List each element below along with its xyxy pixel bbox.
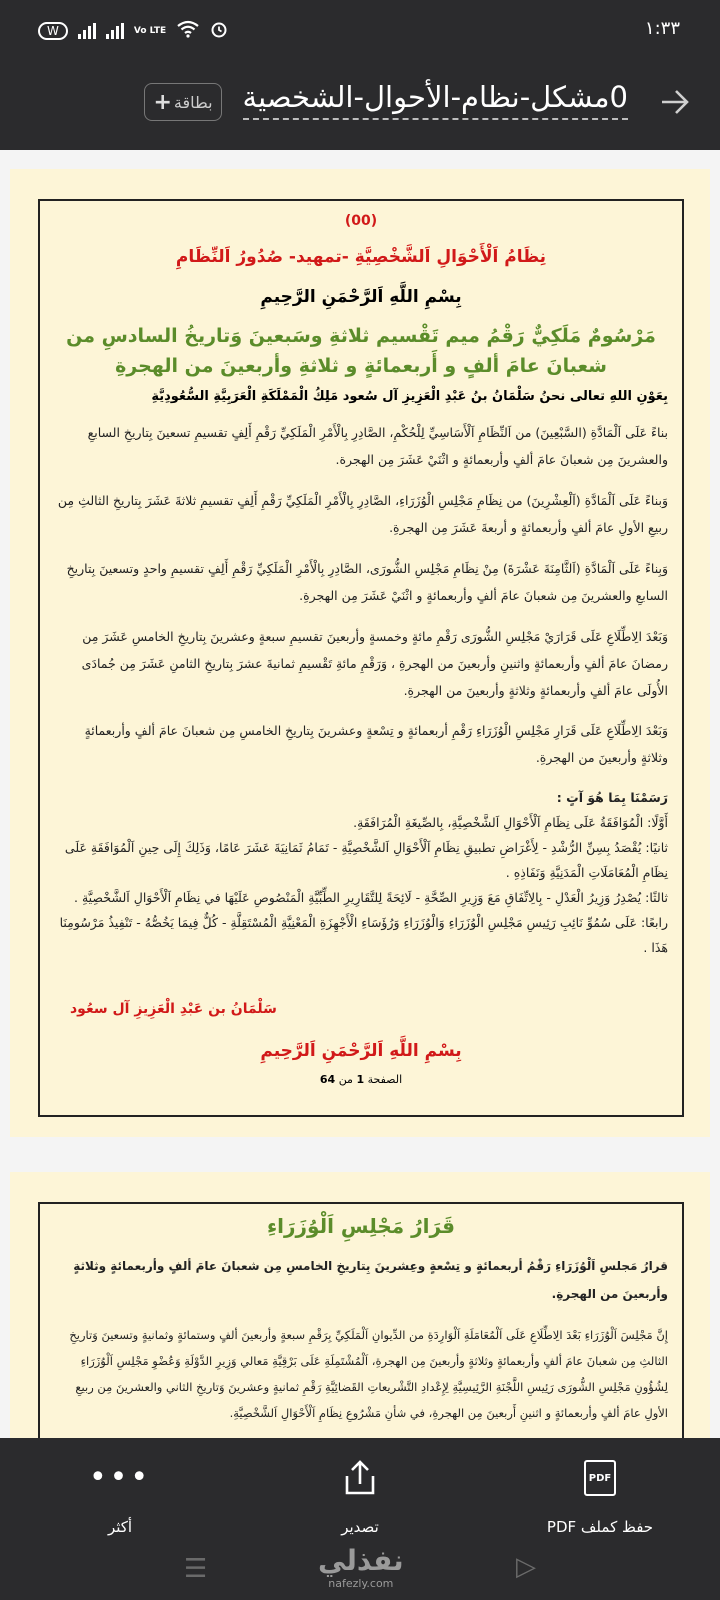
back-arrow-icon[interactable] [660,84,690,124]
council-decision-body: إِنَّ مَجْلِسَ اَلْوُزَرَاءِ بَعْدَ الِاطِّلَاعِ عَلَى اَلْمُعَامَلَةِ اَلْوَارِدَةِ من الدِّيوانِ اَلْمَلَكِيِّ بِرَقْمِ سبعةٍ وأربعينَ ألفٍ وستمائةٍ وثمانيةٍ وتسعينَ وَتاريخِ الثالثِ مِن شعبانَ عامَ ألفٍ وأربعمائةٍ وثلاثةٍ وأربعينَ مِن الهجرةِ، اَلْمُشْتَمِلَةِ عَلَى بَرْقِيَّةِ مَعالي وَزِيرِ الدَّوْلَةِ وَعُضْوِ مَجْلِسِ اَلْوُزَرَاءِ لِشُؤُونِ مَجْلِسِ الشُّورَى رَئِيسِ اللَّجْنَةِ الرَّئِيسِيَّةِ لِإِعْدادِ التَّشْريعاتِ القَضائِيَّةِ رَقْمِ ثمانيةٍ وعشرينَ وَتاريخِ الثاني والعشرينَ مِن ربيعِ الأولِ عامَ ألفٍ وأربعمائةٍ و اثنينِ أَربعينَ مِن الهجرةِ، في شأنِ مَشْرُوعِ نِظَامِ اَلْأَحْوَالِ اَلشَّخْصِيَّةِ. [69,1328,668,1420]
plus-icon: + [153,89,172,115]
decree-article-4: رابعًا: عَلَى سُمُوِّ نَائِبِ رَئِيسِ مَجْلِسِ الْوُزَرَاءِ وَالْوُزَرَاءِ وَرُؤَسَاءِ الْأَجْهِزَةِ الْمَعْنِيَّةِ الْمُسْتَقِلَّةِ - كُلٌّ فِيمَا يَخُصُّهُ - تَنْفِيذُ مَرْسُومِنَا هَذَا . [59,915,668,955]
basmala: بِسْمِ اللَّهِ اَلرَّحْمَنِ الرَّحِيمِ [260,287,462,307]
decree-paragraph: وَبِناءً عَلَى اَلْمَادَّةِ (اَلثَّامِنَةَ عَشْرَةَ) مِنْ نِظَامِ مَجْلِسِ الشُّورَى، الصَّادِرِ بِالْأَمْرِ الْمَلَكِيِّ رَقْمِ أَلِفٍ تقسيمِ واحدٍ وتسعينَ بِتاريخِ السابعِ والعشرينَ مِن شعبانَ عامَ ألفٍ وأربعمائةٍ و اثْنَيْ عَشَرَ مِن الهجرةِ. [66,561,668,603]
page-counter [40,1073,682,1086]
system-nav-bar [0,1540,720,1600]
app-header [0,62,720,150]
decree-articles [54,785,668,960]
alarm-icon [210,20,228,42]
page-number-heading: (00) [344,213,378,229]
decree-paragraph: وَبناءً عَلَى اَلْمَادَّةِ (اَلْعِشْرِينَ) من نِظَامِ مَجْلِسِ الْوُزَرَاءِ، الصَّادِرِ بِالْأَمْرِ الْمَلَكِيِّ رَقْمِ أَلِفٍ تقسيمِ ثلاثةَ عَشَرَ بِتاريخِ الثالثِ مِن ربيعِ الأولِ عامَ ألفٍ وأربعمائةٍ و أربعةَ عَشَرَ مِن الهجرةِ. [57,493,668,535]
recent-apps-icon[interactable]: ☰ [184,1554,208,1584]
king-signature: سَلْمَانُ بن عَبْدِ الْعَزِيزِ آل سعُود [70,1001,277,1017]
add-card-button[interactable] [144,83,222,121]
more-button[interactable] [45,1456,195,1536]
page-frame [38,199,684,1117]
decree-article-1: أَوَّلًا: الْمُوَافَقَةُ عَلَى نِظَامِ اَلْأَحْوَالِ اَلشَّخْصِيَّةِ، بِالصِّيغَةِ الْمُرَافَقَةِ. [353,815,668,830]
volte-icon: Vo LTE [133,25,167,36]
decree-paragraph: وَبَعْدَ الِاطِّلَاعِ عَلَى قَرَارَيْ مَجْلِسِ الشُّورَى رَقْمِ مائةٍ وخمسةٍ وأربعينَ تقسيمِ سبعةٍ وعشرينَ بِتاريخِ الخامسِ عَشَرَ مِن رمضانَ عامَ ألفٍ وأربعمائةٍ واثنينِ وأربعينَ من الهجرةِ ، وَرَقْمِ مائةِ تَقْسيمِ ثمانيةَ عشرَ بِتاريخِ الثامنِ عَشَرَ مِن جُمادَى الأُولَى عامَ ألفٍ وأربعمائةٍ وثلاثةٍ وأربعينَ من الهجرةِ. [81,629,668,698]
add-card-label: بطاقة [173,92,213,112]
clock: ١:٣٣ [644,18,680,39]
save-pdf-label: حفظ كملف PDF [546,1518,654,1536]
nav-back-icon[interactable]: ▷ [516,1552,536,1582]
export-button[interactable] [285,1456,435,1536]
status-icons [38,20,228,42]
page-current: 1 [356,1073,365,1086]
status-bar [0,0,720,62]
page-label: الصفحة [367,1073,403,1086]
royal-decree-heading: مَرْسُومٌ مَلَكِيٌّ رَقْمُ ميم تَقْسيم ثلاثةِ وسَبعينَ وَتاريخُ السادسِ من شعبانَ عامَ ألفٍ و أَربعمائةٍ و ثلاثةِ وأربعينَ من الهجرةِ [66,325,656,377]
save-pdf-button[interactable] [525,1456,675,1536]
council-decision-lead: قرارُ مَجلسِ اَلْوُزَرَاءِ رَقْمُ أربعمائةٍ و تِسْعةٍ وعِشرينَ بِتاريخِ الخامسِ مِن شعبانَ عامَ ألفٍ وأربعمائةٍ وثلاثةٍ وأربعينَ من الهجرةِ. [73,1259,668,1301]
document-viewer[interactable] [0,150,720,1438]
page-frame [38,1202,684,1438]
document-page-2 [10,1172,710,1438]
export-label: تصدير [341,1518,379,1536]
decree-article-2: ثانيًا: يُقْصَدُ بِسِنِّ الرُّشْدِ - لِأَغْرَاضِ تطبيقِ نِظَامِ اَلْأَحْوَالِ اَلشَّخْصِيَّةِ - تَمَامُ ثَمَانِيَةَ عَشَرَ عَامًا، وَذَلِكَ إِلَى حِينِ اَلْمُوَافَقَةِ عَلَى نِظَامِ الْمُعَامَلَاتِ الْمَدَنِيَّةِ وَنَفَاذِهِ . [64,840,668,880]
network-pill: W [38,22,68,40]
watermark-logo-text: نفذلي [318,1544,404,1577]
wifi-icon [176,20,200,42]
council-decision-heading: قَرَارُ مَجْلِسِ اَلْوُزَرَاءِ [266,1214,456,1238]
more-dots-icon: ••• [88,1460,152,1495]
page-total: 64 [319,1073,336,1086]
share-icon [285,1456,435,1500]
bottom-action-bar [0,1438,720,1540]
closing-basmala: بِسْمِ اللَّهِ اَلرَّحْمَنِ اَلرَّحِيمِ [260,1041,462,1061]
document-title[interactable]: 0مشكل-نظام-الأحوال-الشخصية [243,80,628,120]
pdf-icon: PDF [584,1460,616,1496]
decree-paragraph: وَبَعْدَ الِاطِّلَاعِ عَلَى قَرَارِ مَجْلِسِ الْوُزَرَاءِ رَقْمِ أربعمائةٍ و تِسْعةٍ وعشرينَ بِتاريخِ الخامسِ مِن شعبانَ عامَ ألفٍ وأربعمائةٍ وثلاثةٍ وأربعينَ من الهجرةِ. [84,723,668,765]
decree-paragraph: بناءً عَلَى اَلْمَادَّةِ (السَّبْعِينَ) من اَلنِّظَامِ اَلْأَسَاسِيِّ لِلْحُكْمِ، الصَّادِرِ بِالْأَمْرِ الْمَلَكِيِّ رَقْمِ أَلِفٍ تقسيمِ تسعينَ بِتاريخِ السابعِ والعشرينَ مِن شعبانَ عامَ ألفٍ وأربعمائةٍ و اثْنَيْ عَشَرَ مِن الهجرة. [87,425,668,467]
nafezly-watermark [318,1544,404,1590]
decree-article-3: ثالثًا: يُصْدِرُ وَزِيرُ الْعَدْلِ - بِالِاتِّفَاقِ مَعَ وَزِيرِ الصِّحَّةِ - لَائِحَةً لِلتَّقَارِيرِ الطِّبِّيَّةِ الْمَنْصُوصِ عَلَيْهَا في نِظَامِ اَلْأَحْوَالِ اَلشَّخْصِيَّةِ . [74,890,668,905]
decree-articles-intro: رَسَمْنَا بِمَا هُوَ آتٍ : [556,790,668,805]
watermark-url: nafezly.com [328,1577,394,1590]
page-of-label: من [338,1073,353,1086]
signal-2-icon [106,23,124,39]
system-title: نِظَامُ اَلْأَحْوَالِ اَلشَّخْصِيَّةِ -تمهيد- صُدُورُ اَلنِّظَامِ [175,247,547,267]
decree-intro: بِعَوْنِ اللهِ تعالى نحنُ سَلْمَانُ بنُ عَبْدِ الْعَزِيزِ آل سُعود مَلِكُ الْمَمْلَكَةِ الْعَرَبِيَّةِ السُّعُودِيَّةِ [151,389,668,404]
document-page-1 [10,169,710,1137]
signal-icon [78,23,96,39]
more-label: أكثر [107,1518,133,1536]
